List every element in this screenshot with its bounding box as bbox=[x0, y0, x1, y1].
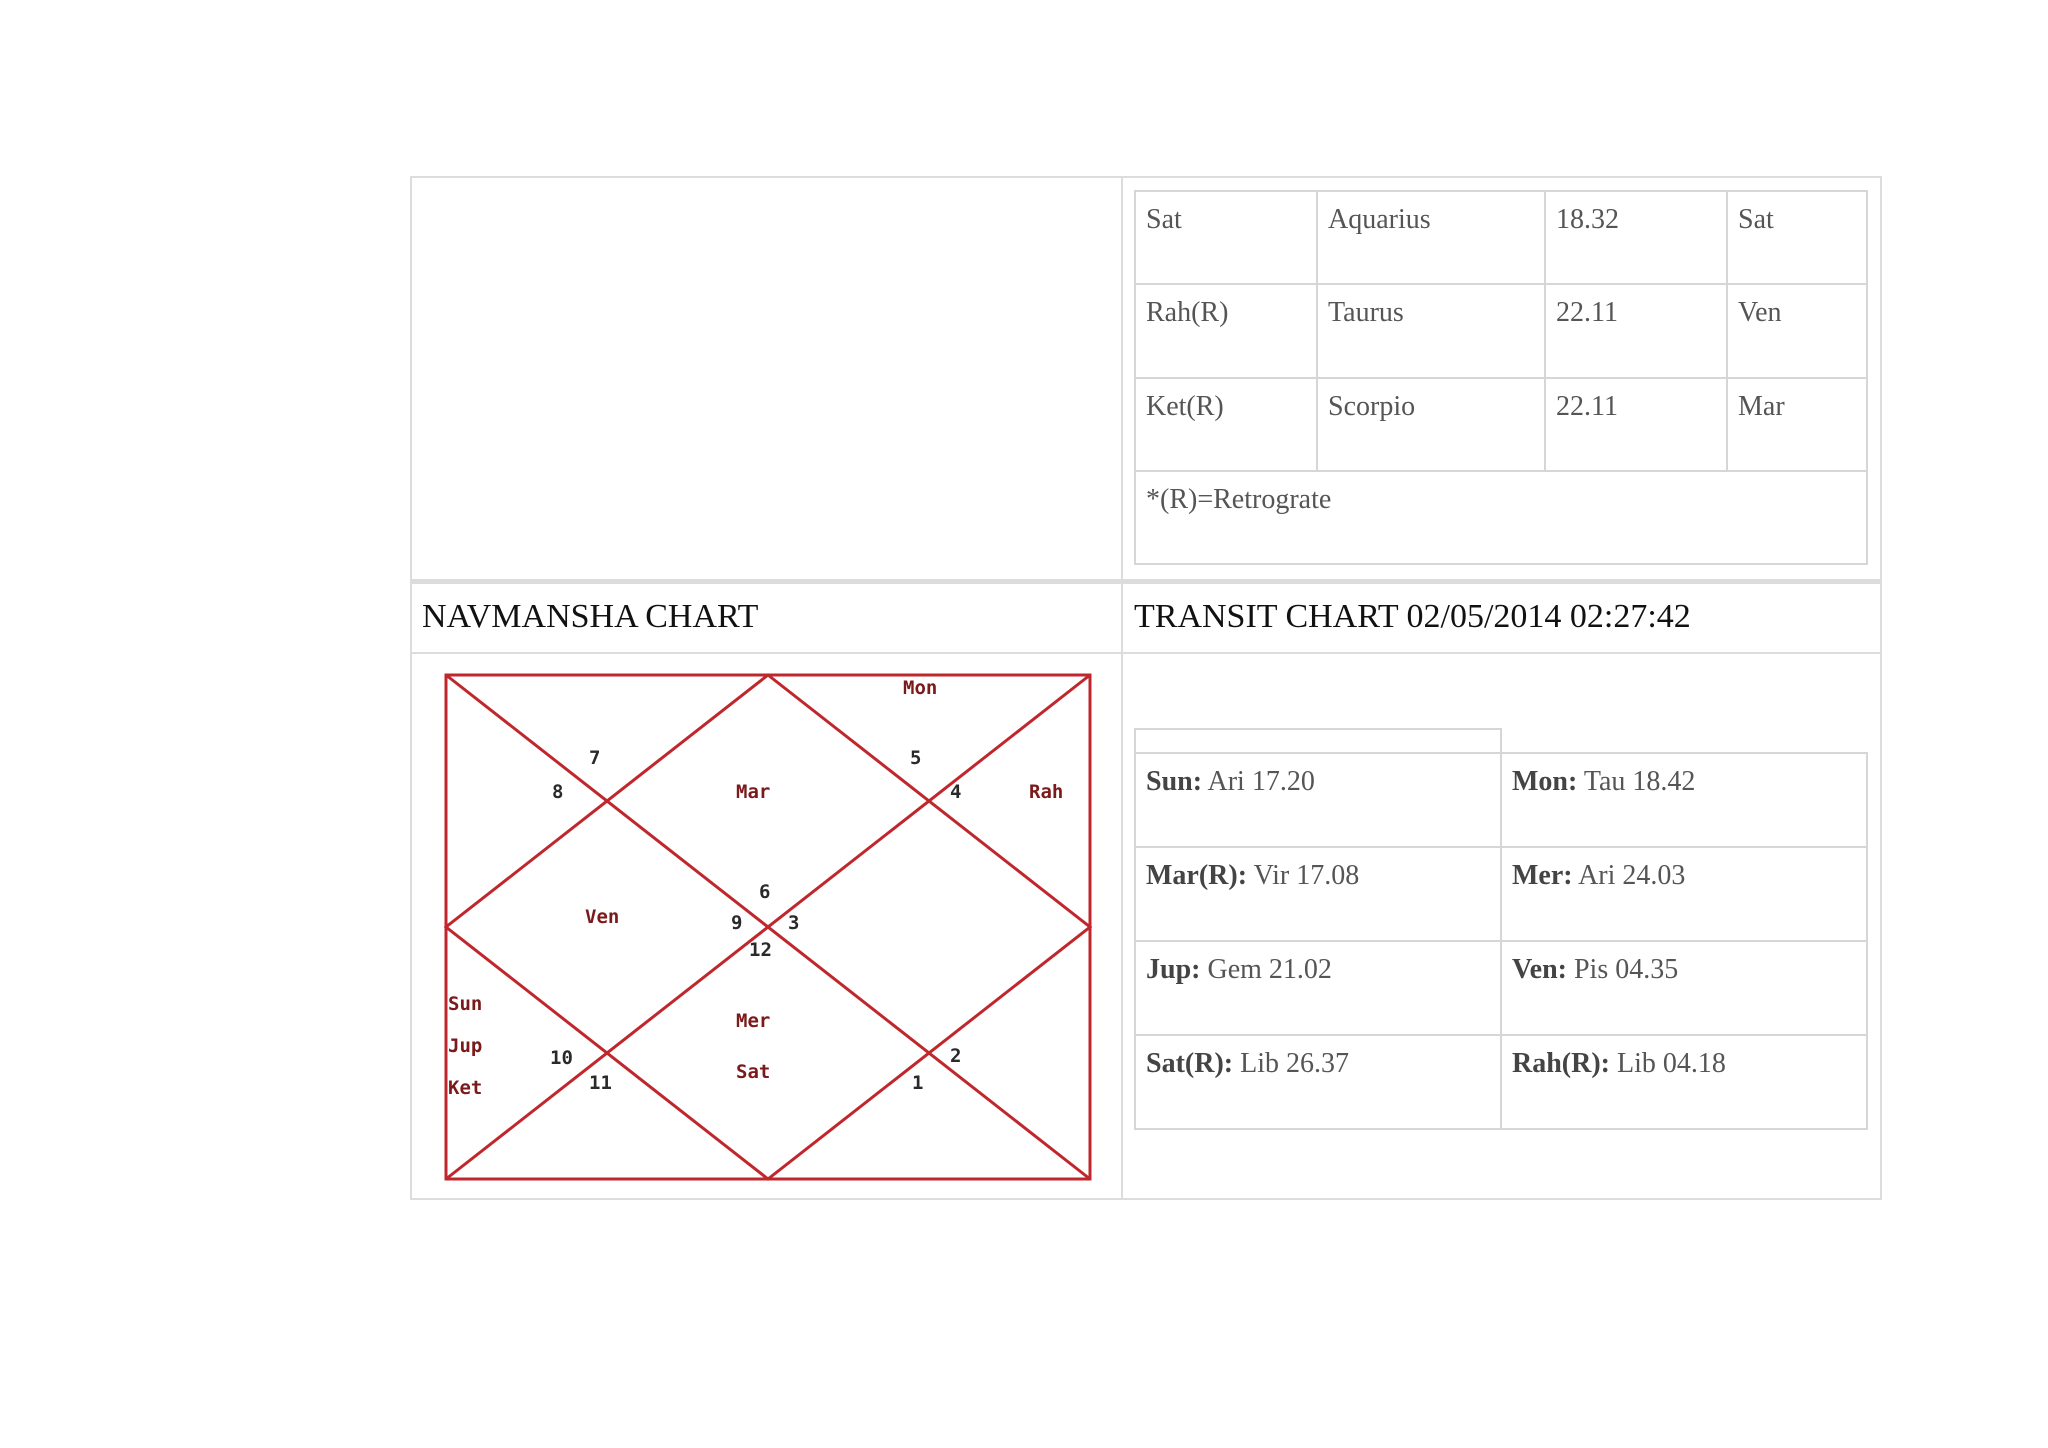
table-row bbox=[1135, 191, 1867, 284]
planet-rah: Rah bbox=[1029, 781, 1064, 803]
transit-cell bbox=[1501, 753, 1867, 847]
planet-cell: Sat bbox=[1135, 191, 1317, 284]
table-row bbox=[1135, 753, 1867, 847]
transit-cell bbox=[1135, 847, 1501, 941]
house-number-2: 2 bbox=[950, 1045, 962, 1067]
degree-cell: 22.11 bbox=[1545, 284, 1727, 377]
retrograde-note: *(R)=Retrograte bbox=[1135, 471, 1867, 564]
house-number-7: 7 bbox=[589, 747, 601, 769]
transit-value: Gem 21.02 bbox=[1207, 954, 1332, 985]
transit-label: Ven: bbox=[1512, 954, 1567, 985]
transit-label: Mon: bbox=[1512, 766, 1578, 797]
house-number-11: 11 bbox=[589, 1072, 612, 1094]
table-row bbox=[1135, 847, 1867, 941]
sign-cell: Aquarius bbox=[1317, 191, 1545, 284]
planet-mar: Mar bbox=[736, 781, 771, 803]
house-number-3: 3 bbox=[788, 912, 800, 934]
planet-position-table bbox=[1134, 190, 1868, 565]
degree-cell: 18.32 bbox=[1545, 191, 1727, 284]
transit-label: Sun: bbox=[1146, 766, 1203, 797]
transit-value: Vir 17.08 bbox=[1253, 860, 1360, 891]
sign-cell: Scorpio bbox=[1317, 378, 1545, 471]
column-divider bbox=[1121, 178, 1123, 1198]
transit-value: Lib 04.18 bbox=[1617, 1048, 1726, 1079]
table-row bbox=[1135, 378, 1867, 471]
lord-cell: Mar bbox=[1727, 378, 1867, 471]
table-row bbox=[1135, 1035, 1867, 1129]
navamsha-heading: NAVMANSHA CHART bbox=[422, 598, 759, 635]
transit-cell bbox=[1135, 753, 1501, 847]
transit-label: Sat(R): bbox=[1146, 1048, 1234, 1079]
planet-mer: Mer bbox=[736, 1010, 771, 1032]
house-number-5: 5 bbox=[910, 747, 922, 769]
transit-cell bbox=[1501, 941, 1867, 1035]
house-number-6: 6 bbox=[759, 881, 771, 903]
page-layout-table bbox=[410, 176, 1882, 1200]
transit-cell bbox=[1501, 1035, 1867, 1129]
degree-cell: 22.11 bbox=[1545, 378, 1727, 471]
transit-table bbox=[1134, 752, 1868, 1130]
transit-label: Jup: bbox=[1146, 954, 1201, 985]
house-number-1: 1 bbox=[912, 1072, 924, 1094]
house-number-10: 10 bbox=[550, 1047, 573, 1069]
sign-cell: Taurus bbox=[1317, 284, 1545, 377]
planet-mon: Mon bbox=[903, 677, 938, 699]
planet-sat: Sat bbox=[736, 1061, 771, 1083]
transit-label: Mar(R): bbox=[1146, 860, 1248, 891]
house-number-4: 4 bbox=[950, 781, 962, 803]
house-number-8: 8 bbox=[552, 781, 564, 803]
heading-row-divider bbox=[412, 652, 1880, 654]
transit-value: Ari 24.03 bbox=[1578, 860, 1686, 891]
planet-sun: Sun bbox=[448, 993, 483, 1015]
house-number-9: 9 bbox=[731, 912, 743, 934]
transit-label: Mer: bbox=[1512, 860, 1573, 891]
planet-cell: Rah(R) bbox=[1135, 284, 1317, 377]
row-divider bbox=[412, 579, 1880, 584]
planet-cell: Ket(R) bbox=[1135, 378, 1317, 471]
table-row bbox=[1135, 471, 1867, 564]
transit-label: Rah(R): bbox=[1512, 1048, 1610, 1079]
empty-table-header bbox=[1134, 728, 1502, 754]
lord-cell: Ven bbox=[1727, 284, 1867, 377]
transit-cell bbox=[1501, 847, 1867, 941]
transit-cell bbox=[1135, 1035, 1501, 1129]
transit-cell bbox=[1135, 941, 1501, 1035]
planet-ven: Ven bbox=[585, 906, 620, 928]
lord-cell: Sat bbox=[1727, 191, 1867, 284]
transit-value: Tau 18.42 bbox=[1583, 766, 1696, 797]
navamsha-chart bbox=[444, 673, 1092, 1181]
transit-heading: TRANSIT CHART 02/05/2014 02:27:42 bbox=[1134, 598, 1691, 635]
table-row bbox=[1135, 284, 1867, 377]
planet-ket: Ket bbox=[448, 1077, 483, 1099]
house-number-12: 12 bbox=[749, 939, 772, 961]
transit-value: Lib 26.37 bbox=[1240, 1048, 1349, 1079]
table-row bbox=[1135, 941, 1867, 1035]
planet-jup: Jup bbox=[448, 1035, 483, 1057]
transit-value: Pis 04.35 bbox=[1573, 954, 1679, 985]
transit-value: Ari 17.20 bbox=[1207, 766, 1315, 797]
